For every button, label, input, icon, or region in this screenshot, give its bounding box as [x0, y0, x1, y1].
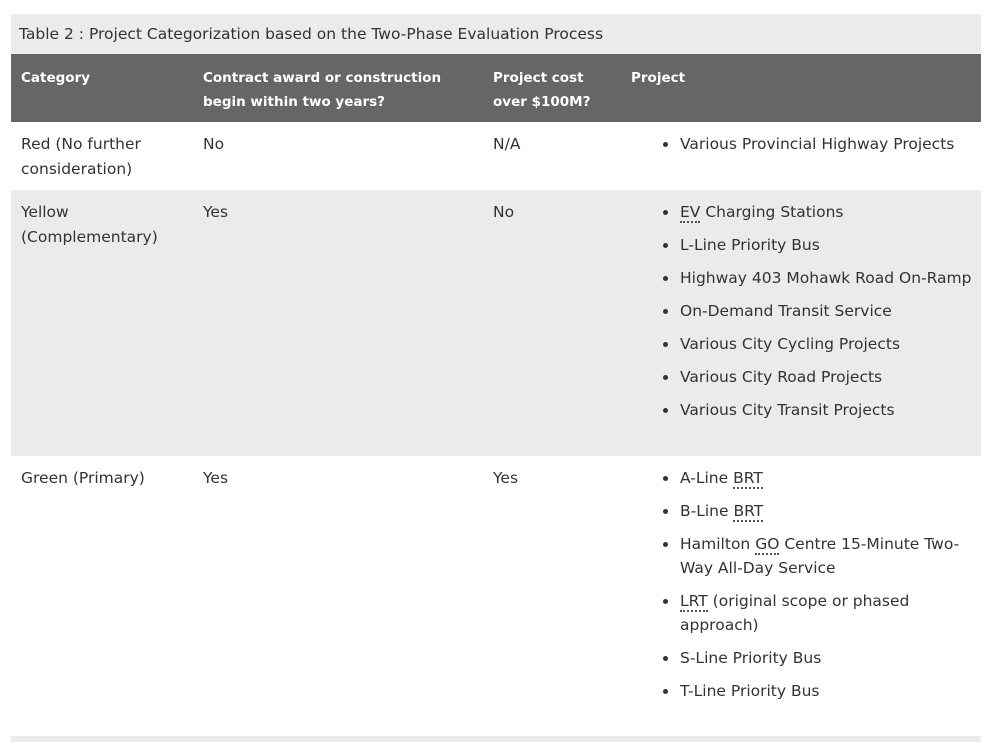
project-abbreviation[interactable]: BRT [733, 469, 763, 487]
project-abbreviation[interactable]: BRT [733, 502, 764, 520]
project-abbreviation[interactable]: GO [755, 535, 780, 553]
project-text: On-Demand Transit Service [680, 302, 892, 320]
table-caption: Table 2 : Project Categorization based on the Two-Phase Evaluation Process [11, 14, 981, 54]
project-list [631, 466, 971, 703]
project-text: S-Line Priority Bus [680, 649, 822, 667]
project-text: Highway 403 Mohawk Road On-Ramp [680, 269, 972, 287]
project-item [631, 646, 980, 670]
project-abbreviation[interactable]: LRT [680, 592, 708, 610]
project-text: Various City Road Projects [680, 368, 883, 386]
project-item [631, 233, 980, 257]
project-text: (original scope or phased approach) [680, 592, 910, 634]
row-contract: Yes [203, 203, 229, 221]
row-category: Yellow (Complementary) [21, 203, 158, 246]
table-bottom-border [11, 736, 981, 742]
project-item [631, 589, 980, 637]
header-project: Project [631, 70, 686, 86]
table-row-red [11, 122, 981, 190]
project-text: L-Line Priority Bus [680, 236, 820, 254]
project-text: Centre 15-Minute Two-Way All-Day Service [680, 535, 960, 577]
project-item [631, 132, 980, 156]
row-cost: N/A [493, 135, 521, 153]
project-text: T-Line Priority Bus [680, 682, 820, 700]
project-text: Hamilton [680, 535, 756, 553]
project-item [631, 365, 980, 389]
table-header-row [11, 54, 981, 122]
header-category: Category [21, 70, 91, 86]
project-item [631, 200, 980, 224]
project-item [631, 679, 980, 703]
project-list [631, 132, 971, 156]
project-item [631, 466, 980, 490]
row-category: Red (No further consideration) [21, 135, 141, 178]
row-projects [631, 132, 971, 165]
project-item [631, 532, 980, 580]
table-row-green [11, 456, 981, 736]
row-contract: No [203, 135, 225, 153]
header-cost: Project cost over $100M? [493, 70, 591, 110]
row-cost: Yes [493, 469, 519, 487]
header-contract: Contract award or construction begin within two years? [203, 70, 442, 110]
project-text: Charging Stations [700, 203, 844, 221]
project-item [631, 266, 980, 290]
row-projects [631, 200, 971, 431]
project-text: Various City Transit Projects [680, 401, 895, 419]
project-item [631, 332, 980, 356]
project-text: Various Provincial Highway Projects [680, 135, 955, 153]
row-projects [631, 466, 971, 712]
row-category: Green (Primary) [21, 469, 145, 487]
project-text: A-Line [680, 469, 734, 487]
project-list [631, 200, 971, 422]
row-cost: No [493, 203, 515, 221]
project-item [631, 398, 980, 422]
project-item [631, 299, 980, 323]
project-categorization-table [11, 14, 981, 736]
project-abbreviation[interactable]: EV [680, 203, 701, 221]
project-text: Various City Cycling Projects [680, 335, 901, 353]
project-text: B-Line [680, 502, 734, 520]
project-item [631, 499, 980, 523]
table-row-yellow [11, 190, 981, 456]
row-contract: Yes [203, 469, 229, 487]
